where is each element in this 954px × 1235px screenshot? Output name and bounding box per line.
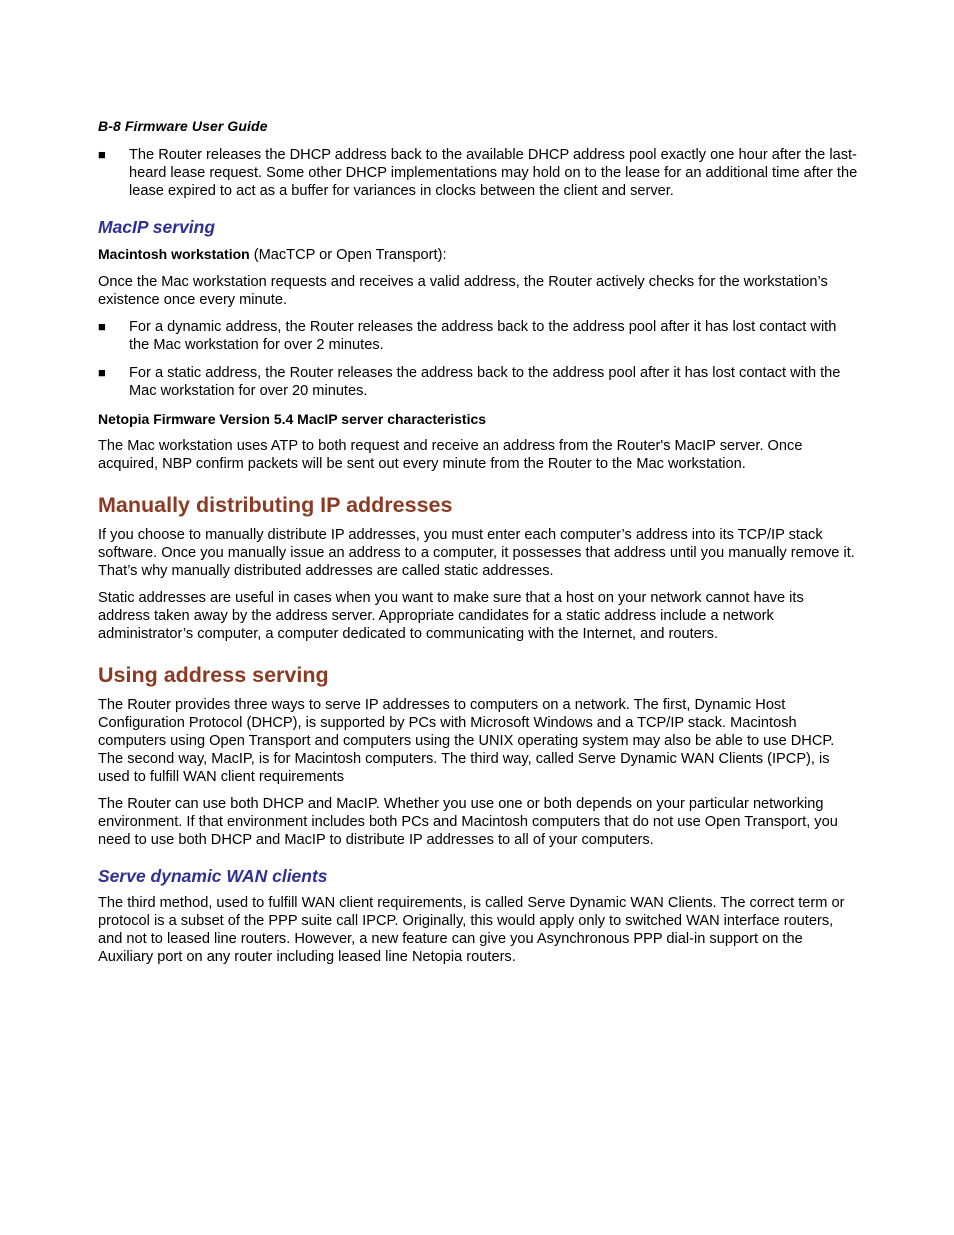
lead-paragraph bbox=[98, 245, 858, 264]
lead-rest: (MacTCP or Open Transport): bbox=[249, 247, 447, 263]
body-paragraph: Static addresses are useful in cases when you want to make sure that a host on your network cannot have its address taken away by the address server. Appropriate candidates for a static address include a network administrator’s computer, a computer dedicated to communicating with the Internet, and routers. bbox=[98, 590, 804, 642]
bullet-square-icon: ■ bbox=[98, 319, 106, 334]
bullet-square-icon: ■ bbox=[98, 365, 106, 380]
body-paragraph: If you choose to manually distribute IP addresses, you must enter each computer’s address into its TCP/IP stack software. Once you manually issue an address to a computer, it possesses that address until you manually remove it. That’s why manually distributed addresses are called static addresses. bbox=[98, 527, 855, 579]
body-paragraph: Once the Mac workstation requests and receives a valid address, the Router actively checks for the workstation’s existence once every minute. bbox=[98, 274, 828, 308]
lead-bold: Macintosh workstation bbox=[98, 246, 250, 262]
list-item bbox=[98, 146, 858, 200]
subsection-heading-macip: MacIP serving bbox=[98, 217, 216, 237]
subsection-heading-wan: Serve dynamic WAN clients bbox=[98, 866, 328, 886]
section-heading-using: Using address serving bbox=[98, 663, 329, 687]
body-paragraph: The Router can use both DHCP and MacIP. Whether you use one or both depends on your particular networking environment. If that environment includes both PCs and Macintosh computers that do not use Open Transport, you need to use both DHCP and MacIP to distribute IP addresses to all of your computers. bbox=[98, 796, 838, 848]
bullet-square-icon: ■ bbox=[98, 147, 106, 162]
section-heading-manual: Manually distributing IP addresses bbox=[98, 493, 453, 517]
bullet-text: For a dynamic address, the Router releases the address back to the address pool after it has lost contact with the Mac workstation for over 2 minutes. bbox=[129, 319, 837, 353]
list-item bbox=[98, 364, 858, 400]
body-paragraph: The Router provides three ways to serve IP addresses to computers on a network. The first, Dynamic Host Configuration Protocol (DHCP), is supported by PCs with Microsoft Windows and a TCP/IP stack. Macintosh computers using Open Transport and computers using the UNIX operating system may also be able to use DHCP. The second way, MacIP, is for Macintosh computers. The third way, called Serve Dynamic WAN Clients (IPCP), is used to fulfill WAN client requirements bbox=[98, 697, 835, 785]
run-in-subhead: Netopia Firmware Version 5.4 MacIP server characteristics bbox=[98, 411, 487, 427]
page-content bbox=[98, 118, 858, 975]
body-paragraph: The Mac workstation uses ATP to both request and receive an address from the Router's MacIP server. Once acquired, NBP confirm packets will be sent out every minute from the Router to the Mac workstation. bbox=[98, 438, 803, 472]
bullet-text: For a static address, the Router releases the address back to the address pool after it has lost contact with the Mac workstation for over 20 minutes. bbox=[129, 365, 841, 399]
running-head: B-8 Firmware User Guide bbox=[98, 118, 268, 134]
list-item bbox=[98, 318, 858, 354]
body-paragraph: The third method, used to fulfill WAN client requirements, is called Serve Dynamic WAN Clients. The correct term or protocol is a subset of the PPP suite call IPCP. Originally, this would apply only to switched WAN interface routers, and not to leased line routers. However, a new feature can give you Asynchronous PPP dial-in support on the Auxiliary port on any router including leased line Netopia routers. bbox=[98, 895, 845, 965]
bullet-text: The Router releases the DHCP address back to the available DHCP address pool exactly one hour after the last-heard lease request. Some other DHCP implementations may hold on to the lease for an additional time after the lease expired to act as a buffer for variances in clocks between the client and server. bbox=[129, 147, 858, 199]
